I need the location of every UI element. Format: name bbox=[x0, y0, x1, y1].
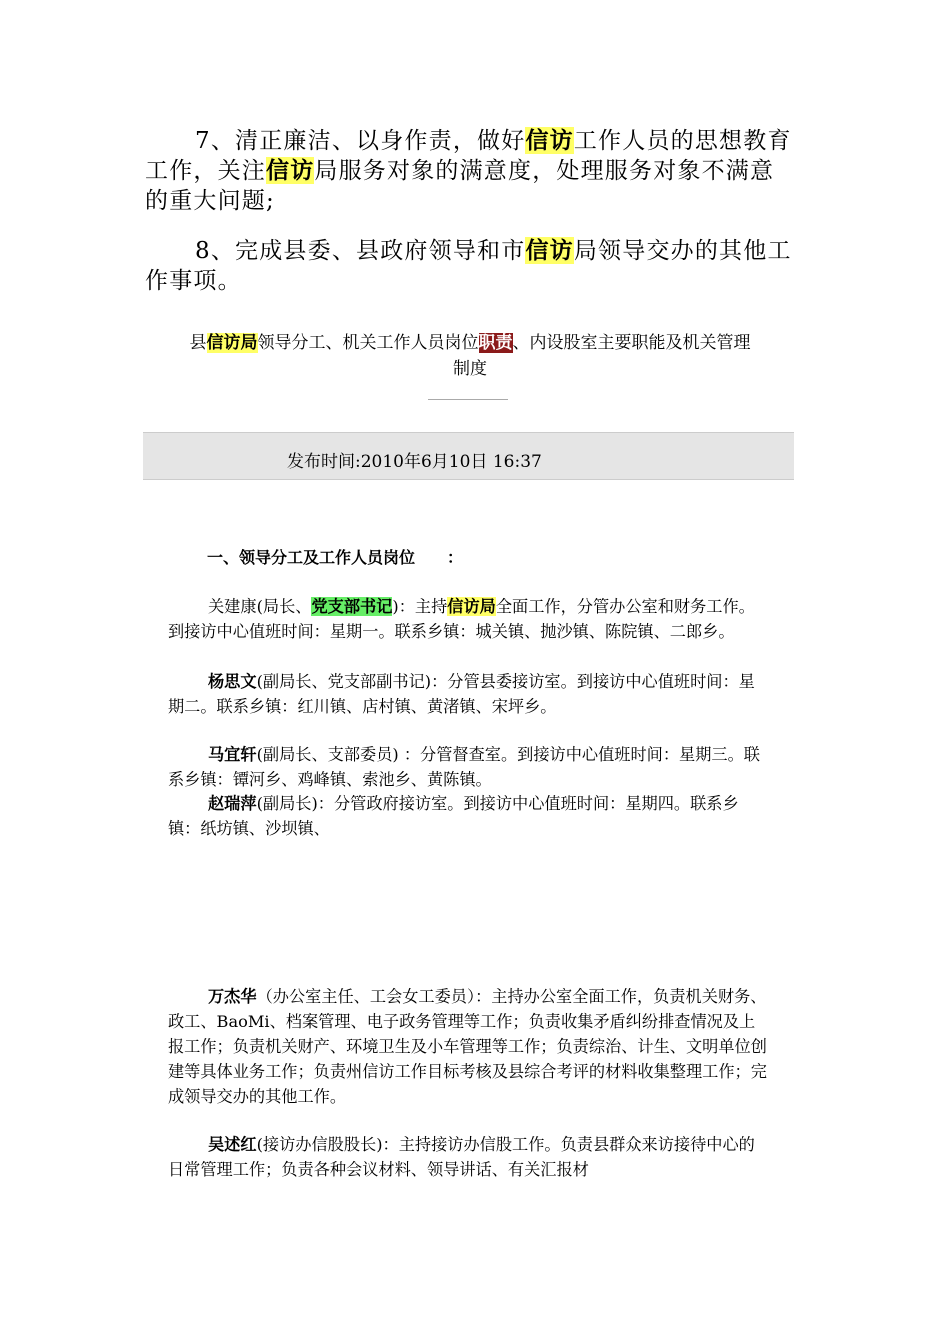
person-name: 杨思文 bbox=[208, 672, 257, 691]
highlight-xinfang: 信访 bbox=[266, 157, 315, 184]
person-name: 吴述红 bbox=[208, 1135, 257, 1154]
person-zhao: 赵瑞萍(副局长)：分管政府接访室。到接访中心值班时间：星期四。联系乡镇：纸坊镇、沙坝镇、 bbox=[168, 794, 739, 838]
article-title: 县信访局领导分工、机关工作人员岗位职责、内设股室主要职能及机关管理 制度 bbox=[189, 333, 751, 379]
publish-time: 发布时间:2010年6月10日 16:37 bbox=[287, 452, 542, 472]
person-ma: 马宜轩(副局长、支部委员) ：分管督查室。到接访中心值班时间：星期三。联系乡镇：镡河乡、鸡峰镇、索池乡、黄陈镇。 bbox=[168, 745, 760, 789]
person-name: 赵瑞萍 bbox=[208, 794, 257, 813]
highlight-zhize: 职责 bbox=[478, 333, 513, 353]
person-name: 关建康 bbox=[208, 597, 257, 616]
item-7: 7、清正廉洁、以身作责，做好信访工作人员的思想教育工作，关注信访局服务对象的满意度，处理服务对象不满意的重大问题; bbox=[145, 127, 792, 214]
highlight-party-secretary: 党支部书记 bbox=[311, 597, 393, 616]
highlight-xinfang: 信访 bbox=[525, 127, 574, 154]
highlight-xinfangju: 信访局 bbox=[206, 333, 258, 353]
person-guan: 关建康(局长、党支部书记)：主持信访局全面工作，分管办公室和财务工作。到接访中心值班时间：星期一。联系乡镇：城关镇、抛沙镇、陈院镇、二郎乡。 bbox=[168, 597, 755, 641]
person-wu: 吴述红(接访办信股股长)：主持接访办信股工作。负责县群众来访接待中心的日常管理工作；负责各种会议材料、领导讲话、有关汇报材 bbox=[168, 1135, 755, 1179]
title-divider bbox=[428, 399, 508, 400]
highlight-xinfang: 信访 bbox=[525, 237, 574, 264]
person-name: 马宜轩 bbox=[208, 745, 257, 764]
person-wan: 万杰华（办公室主任、工会女工委员）：主持办公室全面工作，负责机关财务、政工、BaoMi、档案管理、电子政务管理等工作；负责收集矛盾纠纷排查情况及上报工作；负责机关财产、环境卫生及小车管理等工作；负责综治、计生、文明单位创建等具体业务工作；负责州信访工作目标考核及县综合考评的材料收集整理工作；完成领导交办的其他工作。 bbox=[168, 987, 767, 1106]
section-heading: 一、领导分工及工作人员岗位 ： bbox=[207, 548, 464, 567]
item-8: 8、完成县委、县政府领导和市信访局领导交办的其他工作事项。 bbox=[145, 237, 792, 294]
person-yang: 杨思文(副局长、党支部副书记)：分管县委接访室。到接访中心值班时间：星期二。联系乡镇：红川镇、店村镇、黄渚镇、宋坪乡。 bbox=[168, 672, 755, 716]
person-name: 万杰华 bbox=[208, 987, 257, 1006]
highlight-xinfangju: 信访局 bbox=[447, 597, 496, 616]
